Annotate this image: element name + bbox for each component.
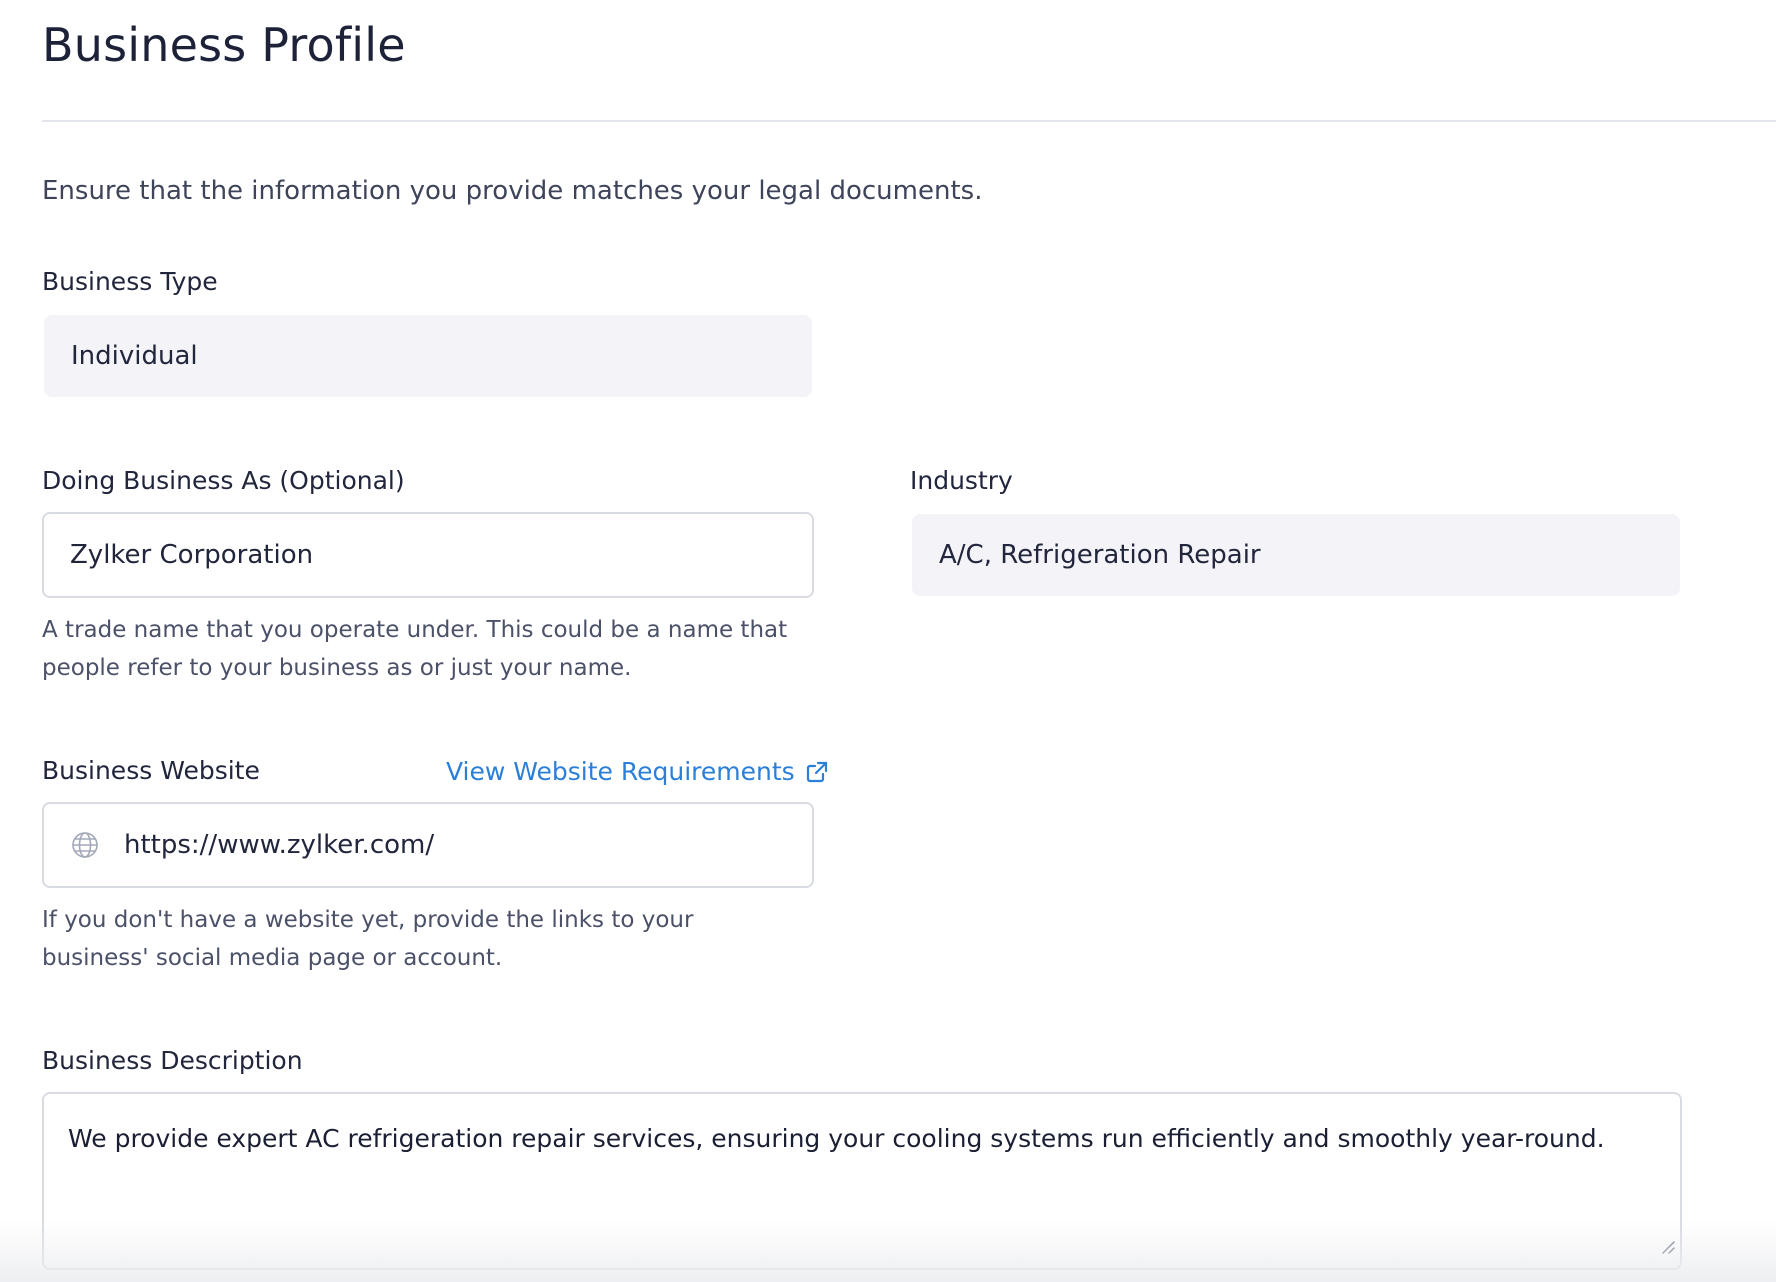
- intro-text: Ensure that the information you provide matches your legal documents.: [42, 176, 983, 206]
- industry-value: A/C, Refrigeration Repair: [939, 540, 1261, 570]
- dba-help-text: A trade name that you operate under. This could be a name that people refer to your business as or just your name.: [42, 617, 788, 681]
- dba-input[interactable]: [42, 512, 814, 598]
- business-type-field: [44, 315, 812, 397]
- website-input-value: https://www.zylker.com/: [124, 830, 435, 860]
- website-help-text: If you don't have a website yet, provide the links to your business' social media page or account.: [42, 907, 694, 971]
- view-website-requirements-link[interactable]: [446, 757, 829, 786]
- website-label: Business Website: [42, 756, 260, 785]
- resize-grip-icon[interactable]: [1660, 1230, 1676, 1264]
- view-website-requirements-label: View Website Requirements: [446, 757, 795, 786]
- dba-input-value: Zylker Corporation: [70, 540, 314, 570]
- page-title: Business Profile: [42, 18, 406, 72]
- description-label: Business Description: [42, 1046, 303, 1075]
- description-textarea-value: We provide expert AC refrigeration repair services, ensuring your cooling systems run efficiently and smoothly year-round.: [68, 1124, 1605, 1153]
- business-type-label: Business Type: [42, 267, 218, 296]
- header-divider: [42, 120, 1776, 122]
- industry-label: Industry: [910, 466, 1013, 495]
- dba-label: Doing Business As (Optional): [42, 466, 405, 495]
- industry-field: [912, 514, 1680, 596]
- description-textarea[interactable]: [42, 1092, 1682, 1270]
- external-link-icon: [805, 760, 829, 784]
- website-input[interactable]: [42, 802, 814, 888]
- globe-icon: [70, 830, 100, 860]
- business-type-value: Individual: [71, 341, 198, 371]
